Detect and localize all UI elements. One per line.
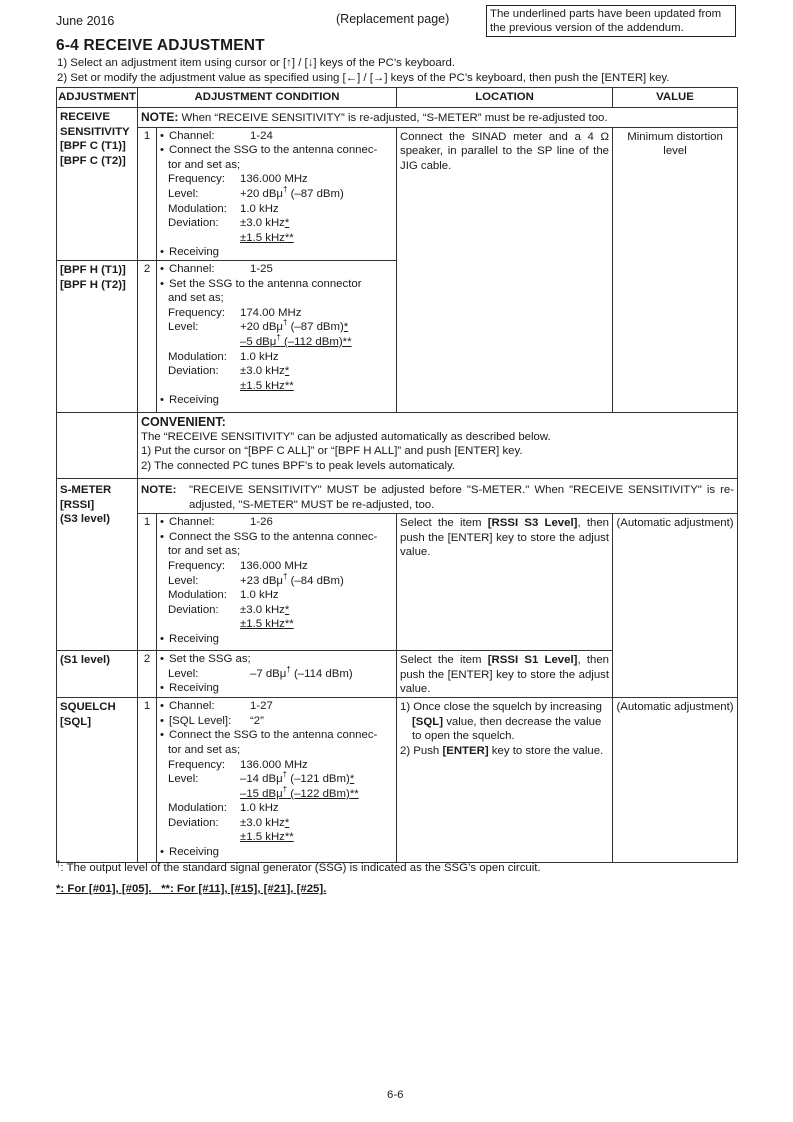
receive-step1-condition: • Channel: 1-24 • Connect the SSG to the antenna connec- tor and set as; Frequency: 136.000 MHz Level: +20 dBμ† (–87 dBm) Modulation: 1.0 kHz Deviation: ±3.0 kHz* ±1.5 kHz** • Receiving xyxy=(157,127,397,260)
page-number: 6-6 xyxy=(387,1089,404,1101)
receive-location: Connect the SINAD meter and a 4 Ω speaker, in parallel to the SP line of the JIG cable. xyxy=(397,127,613,412)
s-meter-step1-condition: • Channel: 1-26 • Connect the SSG to the antenna connec- tor and set as; Frequency: 136.000 MHz Level: +23 dBμ† (–84 dBm) Modulation: 1.0 kHz Deviation: ±3.0 kHz* ±1.5 kHz** • Receiving xyxy=(157,514,397,651)
squelch-step1-condition: • Channel: 1-27 • [SQL Level]: “2” • Connect the SSG to the antenna connec- tor and set as; Frequency: 136.000 MHz Level: –14 dBμ† (–121 dBm)* –15 dBμ† (–122 dBm)** Modulation: 1.0 kHz Deviation: ±3.0 kHz* ±1.5 kHz** • Receiving xyxy=(157,698,397,863)
bpf-h-label: [BPF H (T1)] [BPF H (T2)] xyxy=(57,260,138,412)
step-number: 2 xyxy=(138,651,157,698)
col-header-condition: ADJUSTMENT CONDITION xyxy=(138,88,397,108)
receive-sensitivity-label: RECEIVE SENSITIVITY [BPF C (T1)] [BPF C (T2)] xyxy=(57,108,138,261)
receive-value: Minimum distortion level xyxy=(613,127,738,412)
squelch-location: 1) Once close the squelch by increasing [SQL] value, then decrease the value to open the squelch. 2) Push [ENTER] key to store the value. xyxy=(397,698,613,863)
col-header-value: VALUE xyxy=(613,88,738,108)
squelch-label: SQUELCH [SQL] xyxy=(57,698,138,863)
update-note-box: The underlined parts have been updated from the previous version of the addendum. xyxy=(486,5,736,37)
receive-label-continuation xyxy=(57,412,138,478)
step-number: 1 xyxy=(138,514,157,651)
instruction-1: 1) Select an adjustment item using cursor or [↑] / [↓] keys of the PC’s keyboard. xyxy=(57,57,456,69)
adjustment-table xyxy=(56,87,738,863)
table-row xyxy=(57,698,738,863)
table-row xyxy=(57,108,738,128)
s-meter-value: (Automatic adjustment) xyxy=(613,514,738,698)
receive-note: NOTE: When “RECEIVE SENSITIVITY” is re-adjusted, “S-METER” must be re-adjusted too. xyxy=(138,108,738,128)
receive-step2-condition: • Channel: 1-25 • Set the SSG to the antenna connector and set as; Frequency: 174.00 MHz Level: +20 dBμ† (–87 dBm)* –5 dBμ† (–112 dBm)** Modulation: 1.0 kHz Deviation: ±3.0 kHz* ±1.5 kHz** • Receiving xyxy=(157,260,397,412)
section-title: 6-4 RECEIVE ADJUSTMENT xyxy=(56,37,265,54)
header-date: June 2016 xyxy=(56,14,115,28)
col-header-location: LOCATION xyxy=(397,88,613,108)
table-row xyxy=(57,127,738,260)
table-header-row xyxy=(57,88,738,108)
table-row xyxy=(57,412,738,478)
instruction-2: 2) Set or modify the adjustment value as specified using [←] / [→] keys of the PC’s keyboard, then push the [ENTER] key. xyxy=(57,72,670,84)
footnote-targets: *: For [#01], [#05]. **: For [#11], [#15], [#21], [#25]. xyxy=(56,883,327,895)
s-meter-step2-condition: • Set the SSG as; Level: –7 dBμ† (–114 dBm) • Receiving xyxy=(157,651,397,698)
convenient-box: CONVENIENT: The “RECEIVE SENSITIVITY” can be adjusted automatically as described below. 1) Put the cursor on “[BPF C ALL]” or “[BPF H ALL]” and push [ENTER] key. 2) The connected PC tunes BPF’s to peak levels automaticaly. xyxy=(138,412,738,478)
s-meter-location-2: Select the item [RSSI S1 Level], then push the [ENTER] key to store the adjust value. xyxy=(397,651,613,698)
step-number: 2 xyxy=(138,260,157,412)
s1-level-label: (S1 level) xyxy=(57,651,138,698)
table-row xyxy=(57,514,738,651)
footnote-dagger: †: The output level of the standard signal generator (SSG) is indicated as the SSG’s open circuit. xyxy=(56,859,541,874)
squelch-value: (Automatic adjustment) xyxy=(613,698,738,863)
table-row xyxy=(57,478,738,513)
s-meter-note: NOTE: "RECEIVE SENSITIVITY" MUST be adjusted before "S-METER." When "RECEIVE SENSITIVITY" is re-adjusted, "S-METER" MUST be re-adjusted, too. xyxy=(138,478,738,513)
s-meter-location-1: Select the item [RSSI S3 Level], then push the [ENTER] key to store the adjust value. xyxy=(397,514,613,651)
step-number: 1 xyxy=(138,127,157,260)
s-meter-label: S-METER [RSSI] (S3 level) xyxy=(57,478,138,650)
col-header-adjustment: ADJUSTMENT xyxy=(57,88,138,108)
step-number: 1 xyxy=(138,698,157,863)
replacement-page-label: (Replacement page) xyxy=(336,12,450,26)
